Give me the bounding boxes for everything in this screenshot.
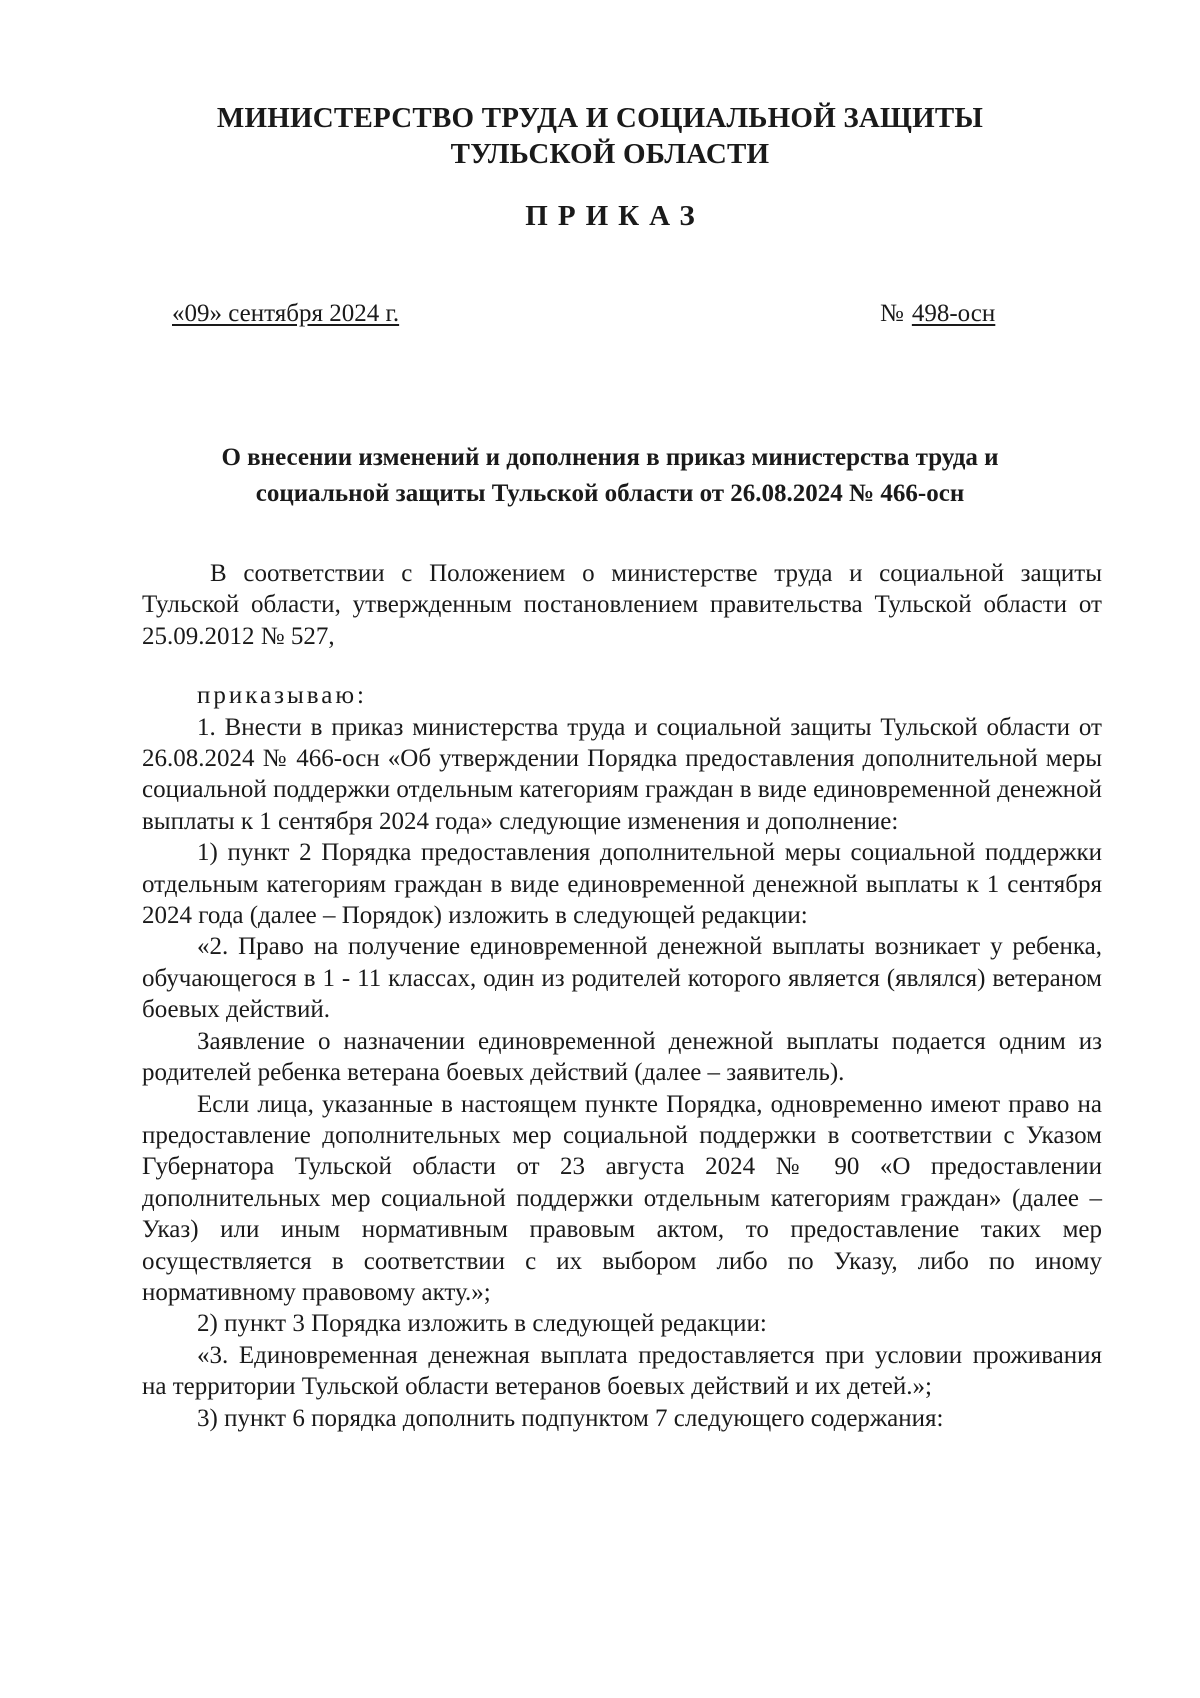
body-paragraph: «2. Право на получение единовременной денежной выплаты возникает у ребенка, обучающегося в 1 - 11 классах, один из родителей которого является (являлся) ветераном боевых действий. (142, 933, 1102, 1024)
preamble-paragraph: В соответствии с Положением о министерстве труда и социальной защиты Тульской области, утвержденным постановлением правительства Тульской области от 25.09.2012 № 527, (142, 560, 1102, 650)
order-word: приказываю: (197, 682, 367, 710)
order-number-label: № (880, 300, 904, 327)
body-paragraph: Заявление о назначении единовременной денежной выплаты подается одним из родителей ребенка ветерана боевых действий (далее – заявитель). (142, 1027, 1102, 1087)
ministry-name (0, 100, 1200, 172)
ministry-name-line1: МИНИСТЕРСТВО ТРУДА И СОЦИАЛЬНОЙ ЗАЩИТЫ (216, 102, 984, 134)
order-date: «09» сентября 2024 г. (172, 300, 400, 327)
body-paragraph: 3) пункт 6 порядка дополнить подпунктом 7 следующего содержания: (197, 1404, 944, 1432)
body-paragraph: 2) пункт 3 Порядка изложить в следующей редакции: (197, 1310, 767, 1338)
order-number-value: 498-осн (911, 300, 996, 327)
body-paragraph: «3. Единовременная денежная выплата предоставляется при условии проживания на территории Тульской области ветеранов боевых действий и их детей.»; (142, 1341, 1102, 1401)
body-paragraph: Если лица, указанные в настоящем пункте Порядка, одновременно имеют право на предоставление дополнительных мер социальной поддержки в соответствии с Указом Губернатора Тульской области от 23 августа 2024 № 90 «О предоставлении дополнительных мер социальной поддержки отдельным категориям граждан» (далее – Указ) или иным нормативным правовым актом, то предоставление таких мер осуществляется в соответствии с их выбором либо по Указу, либо по иному нормативному правовому акту.»; (142, 1090, 1102, 1306)
document-body (142, 558, 1102, 1434)
ministry-name-line2: ТУЛЬСКОЙ ОБЛАСТИ (450, 138, 770, 170)
body-paragraph: 1) пункт 2 Порядка предоставления дополнительной меры социальной поддержки отдельным категориям граждан в виде единовременной денежной выплаты к 1 сентября 2024 года (далее – Порядок) изложить в следующей редакции: (142, 839, 1102, 930)
body-paragraph: 1. Внести в приказ министерства труда и социальной защиты Тульской области от 26.08.2024 № 466-осн «Об утверждении Порядка предоставления дополнительной меры социальной поддержки отдельным категориям граждан в виде единовременной денежной выплаты к 1 сентября 2024 года» следующие изменения и дополнение: (142, 713, 1102, 835)
order-number (880, 300, 995, 328)
document-title: О внесении изменений и дополнения в приказ министерства труда и социальной защиты Тульской области от 26.08.2024 № 466-осн (221, 444, 999, 507)
document-type: ПРИКАЗ (525, 200, 705, 232)
